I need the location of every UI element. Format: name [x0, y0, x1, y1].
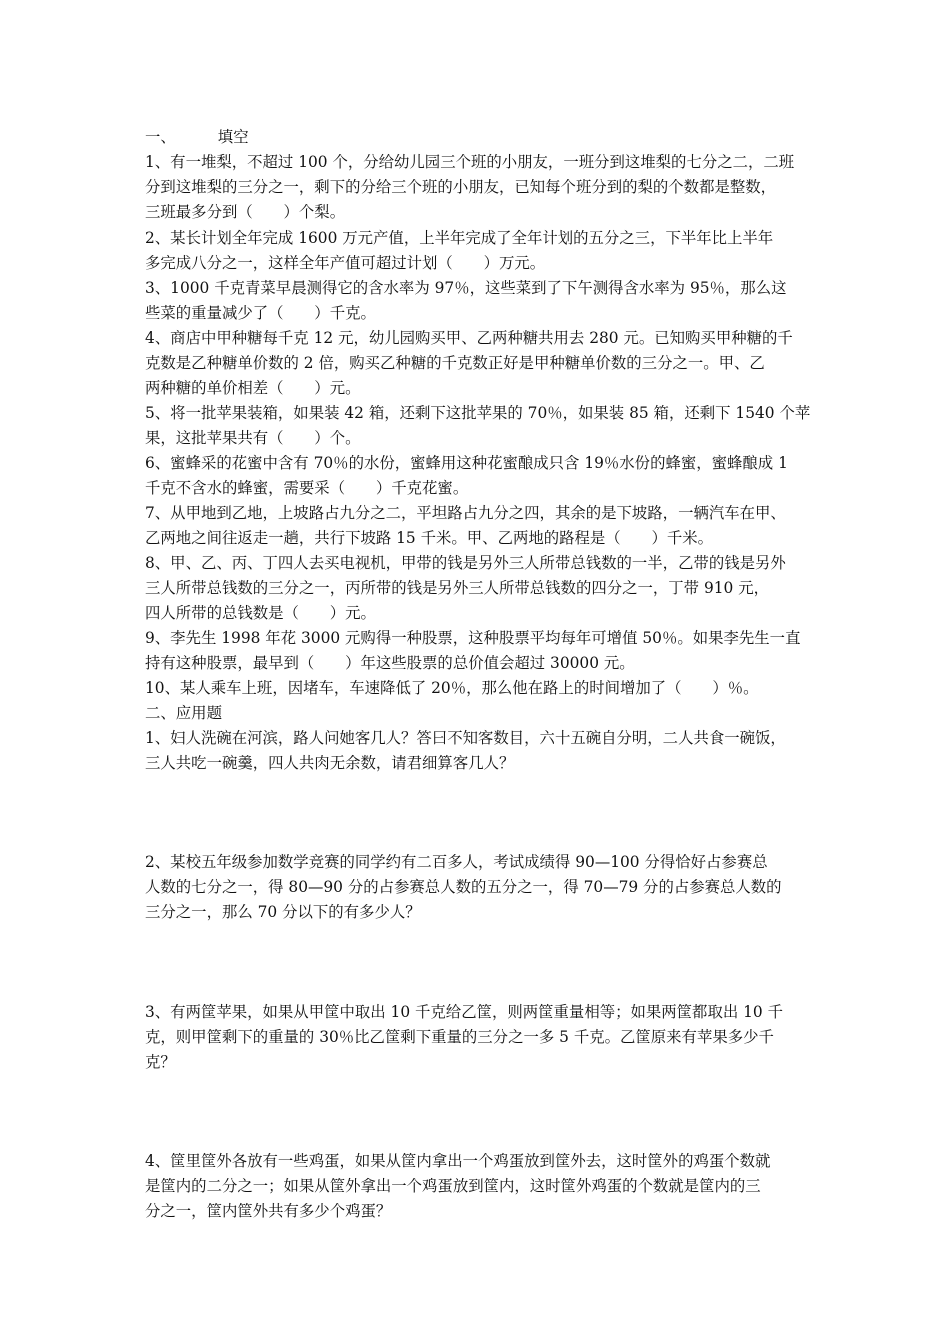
- question-1-line-3: 三班最多分到（ ）个梨。: [145, 203, 346, 221]
- question-6-line-2: 千克不含水的蜂蜜，需要采（ ）千克花蜜。: [145, 479, 469, 497]
- question-9-line-1: 9、李先生 1998 年花 3000 元购得一种股票，这种股票平均每年可增值 50％。如果李先生一直: [145, 629, 801, 647]
- problem-4-line-3: 分之一，筐内筐外共有多少个鸡蛋？: [145, 1202, 392, 1220]
- problem-2-line-3: 三分之一，那么 70 分以下的有多少人？: [145, 903, 421, 921]
- question-2-line-1: 2、某长计划全年完成 1600 万元产值，上半年完成了全年计划的五分之三，下半年比上半年: [145, 229, 774, 247]
- question-5-line-2: 果，这批苹果共有（ ）个。: [145, 429, 361, 447]
- question-4-line-2: 克数是乙种糖单价数的 2 倍，购买乙种糖的千克数正好是甲种糖单价数的三分之一。甲、乙: [145, 354, 765, 372]
- section-1-title: 填空: [217, 128, 249, 146]
- question-4-line-1: 4、商店中甲种糖每千克 12 元，幼儿园购买甲、乙两种糖共用去 280 元。已知购买甲种糖的千: [145, 329, 793, 347]
- problem-3-line-1: 3、有两筐苹果，如果从甲筐中取出 10 千克给乙筐，则两筐重量相等；如果两筐都取出 10 千: [145, 1003, 783, 1021]
- problem-3-line-3: 克？: [145, 1053, 176, 1071]
- question-8-line-3: 四人所带的总钱数是（ ）元。: [145, 604, 376, 622]
- question-1-line-2: 分到这堆梨的三分之一，剩下的分给三个班的小朋友，已知每个班分到的梨的个数都是整数，: [145, 178, 777, 196]
- question-8-line-1: 8、甲、乙、丙、丁四人去买电视机，甲带的钱是另外三人所带总钱数的一半，乙带的钱是另外: [145, 554, 786, 572]
- section-1-heading: [145, 125, 815, 150]
- problem-1-line-2: 三人共吃一碗羹，四人共肉无余数，请君细算客几人？: [145, 754, 515, 772]
- section-1-number: 一、: [145, 128, 176, 146]
- question-5-line-1: 5、将一批苹果装箱，如果装 42 箱，还剩下这批苹果的 70％，如果装 85 箱，还剩下 1540 个苹: [145, 404, 811, 422]
- question-3-line-1: 3、1000 千克青菜早晨测得它的含水率为 97％，这些菜到了下午测得含水率为 95％，那么这: [145, 279, 787, 297]
- problem-4-line-1: 4、筐里筐外各放有一些鸡蛋，如果从筐内拿出一个鸡蛋放到筐外去，这时筐外的鸡蛋个数就: [145, 1152, 771, 1170]
- question-9-line-2: 持有这种股票，最早到（ ）年这些股票的总价值会超过 30000 元。: [145, 654, 635, 672]
- problem-2-line-1: 2、某校五年级参加数学竞赛的同学约有二百多人，考试成绩得 90—100 分得恰好占参赛总: [145, 853, 768, 871]
- problem-1-line-1: 1、妇人洗碗在河滨，路人问她客几人？答曰不知客数目，六十五碗自分明，二人共食一碗饭，: [145, 729, 786, 747]
- problem-3-line-2: 克，则甲筐剩下的重量的 30％比乙筐剩下重量的三分之一多 5 千克。乙筐原来有苹果多少千: [145, 1028, 774, 1046]
- question-4-line-3: 两种糖的单价相差（ ）元。: [145, 379, 361, 397]
- problem-4-line-2: 是筐内的二分之一；如果从筐外拿出一个鸡蛋放到筐内，这时筐外鸡蛋的个数就是筐内的三: [145, 1177, 761, 1195]
- question-8-line-2: 三人所带总钱数的三分之一，丙所带的钱是另外三人所带总钱数的四分之一，丁带 910 元，: [145, 579, 770, 597]
- question-10-line-1: 10、某人乘车上班，因堵车，车速降低了 20％，那么他在路上的时间增加了（ ）％。: [145, 679, 759, 697]
- question-3-line-2: 些菜的重量减少了（ ）千克。: [145, 304, 376, 322]
- question-7-line-2: 乙两地之间往返走一趟，共行下坡路 15 千米。甲、乙两地的路程是（ ）千米。: [145, 529, 714, 547]
- section-2-heading: 二、应用题: [145, 704, 222, 722]
- question-1-line-1: 1、有一堆梨，不超过 100 个，分给幼儿园三个班的小朋友，一班分到这堆梨的七分之二，二班: [145, 153, 795, 171]
- question-6-line-1: 6、蜜蜂采的花蜜中含有 70％的水份，蜜蜂用这种花蜜酿成只含 19％水份的蜂蜜，蜜蜂酿成 1: [145, 454, 788, 472]
- question-7-line-1: 7、从甲地到乙地，上坡路占九分之二，平坦路占九分之四，其余的是下坡路，一辆汽车在甲、: [145, 504, 786, 522]
- problem-2-line-2: 人数的七分之一，得 80—90 分的占参赛总人数的五分之一，得 70—79 分的占参赛总人数的: [145, 878, 782, 896]
- question-2-line-2: 多完成八分之一，这样全年产值可超过计划（ ）万元。: [145, 254, 546, 272]
